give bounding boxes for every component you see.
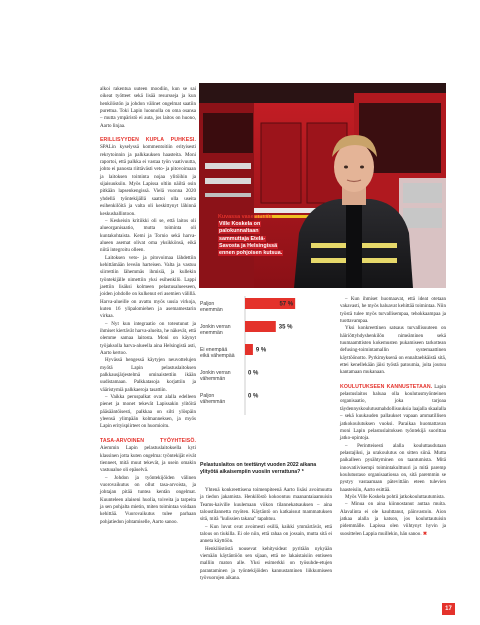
caption-label: Kuvassa vasemmalla <box>218 214 273 220</box>
chart-category-label: Jonkin verran enemmän <box>200 324 231 337</box>
article-column-middle <box>200 487 332 582</box>
chart-value-label: 9 % <box>255 347 267 354</box>
paragraph: – Johdon ja työntekijöiden välinen vuorovaikutus on ollut tasa-arvoista, ja johtajan pitää tuntea kentän ongelmat. Kuunteleen alaiseni huolia, toiveita ja tarpeita ja sen pohjalta mietin, miten toimintaa voidaan kehittää. Vuorovaikutus tulee parhaan pohjatiedon johtamiselle, Aarto sanoo. <box>100 474 196 525</box>
page-number: 17 <box>442 603 455 615</box>
chart-bar <box>245 321 276 332</box>
paragraph: Yhtenä konkreettisena toimenpiteenä Aarto lisäsi avoimuutta ja tiedon jakamista. Henkilöstö kokoontuu maanantaiaamuisin Teams-kaiville kuulemaan viikon tilannekatsauksen – aina taloustilannetta myöten. Käytäntö on katkaissut mammatuksen sitä, mitä "kulissien takana" tapahtuu. <box>200 487 332 523</box>
paragraph: – Vaikka peruspalkat ovat alalla edelleen pienet ja monet tekevät Lapissakin ylitöitä pääsääntöisesti, palkkaa on silti ylöspäin yleensä ylimpään kolmanneksen, ja myös Lapin erityispiirteet on huomioitu. <box>100 394 196 430</box>
chart-value-label: 57 % <box>279 301 294 308</box>
article-column-left <box>100 86 196 526</box>
paragraph-with-heading <box>340 384 446 443</box>
caption-text: Ville Koskela on palokunnaltaan sammuttaja Etelä-Savosta ja Helsingissä ennen pohjoisen kutsua. <box>219 221 283 257</box>
photo-caption <box>218 214 284 257</box>
paragraph <box>340 501 446 538</box>
section-heading: ERILLISYYDEN KUPLA PUHKESI. <box>100 137 196 144</box>
paragraph: Myös Ville Koskela pohtii jatkokouluttautumista. <box>345 493 445 500</box>
paragraph: – Kun luvut ovat avoimesti esillä, kaikki ymmärtävät, että talous on tiukilla. Ei ole niin, että rahaa on jossain, mutta sitä ei anneta käyttöön. <box>200 523 332 545</box>
chart-category-label: Jonkin verran vähemmän <box>200 370 231 383</box>
paragraph: Hyvässä hengessä käytyjen neuvottelujen myötä Lapin pelastuslaitoksen palkkausjärjestelmä ominaistettiin ikään uudistamaan. Palkkatasoja korjattiin ja vääristymiä palkkaeroja tasattiin. <box>100 357 196 393</box>
paragraph: Henkilöstöstä nousevat kehitysideat pyritään nykyään viemään käytäntöön sen sijaan, että ne lakaistaisiin entiseen malliin maton alle. Yksi esimerkki on työsuhde-etujen parantaminen ja työntekijöiden kannustaminen liikkumiseen työvuorojen aikana. <box>200 545 332 582</box>
firefighter-photo <box>199 83 446 288</box>
article-column-right <box>340 296 446 538</box>
photo-illustration <box>199 83 446 288</box>
paragraph: – Keskeisin kritiikki oli se, että laitos oli alueorganisaatio, mutta toiminta oli kuntakohtaista. Kemi ja Tornio sekä harva-alueen asemat olivat oma yksikkönsä, eikä niitä integroitu olleen. <box>100 217 196 254</box>
chart-value-label: 35 % <box>278 324 293 331</box>
overtime-bar-chart <box>200 296 335 416</box>
paragraph: – Kun ihmiset huomaavat, että ideat otetaan vakavasti, he myös haluavat kehittää toimintaa. Niin työstä tulee myös turvallisempaa, tehokkaampaa ja tuottavampaa. <box>340 296 446 325</box>
chart-title: Pelastuslaitos on teettänyt vuoden 2022 aikana ylityötä aikaisempiin vuosiin verrattuna? * <box>200 462 317 475</box>
section-heading: TASA-ARVOINEN TYÖYHTEISÖ. <box>100 437 196 444</box>
paragraph-with-heading <box>100 438 196 475</box>
end-mark-icon: ✖ <box>422 530 428 537</box>
paragraph-text: Aiemmin Lapin pelastuslaitoksella kyti klassinen jotta kuten ongelma: työntekijät eivät tienneet, mitä muut tekevät, ja usein omakin vastuualue oli epäselvä. <box>100 445 196 474</box>
paragraph-text: SPALin kyselyssä kommentoitiin erityisesti rekrytoinnin ja palkkauksen haasteita. Moni raportoi, että palkka ei vastaa työn vaativuutta, johto ei panosta riittävästi veto- ja pitovoimaan ja laitoksen toiminta nojaa ylitöihin ja sijaisuuksiin. Myös Lapissa oltiin näiltä osin pitkään lapsenkengissä. Vielä vuonna 2020 yhdellä työntekijällä saattoi olla useita esihenkilöitä ja valta oli keskittynyt lähinnä keskushallintoon. <box>100 144 196 217</box>
paragraph-text: – Minua on aina kiinnostanut auttaa muita. Alavalinta ei ole kauhttanut, päinvastoin. Aion jatkaa alalla ja katson, jos kouluttautuisin pidemmälle. Lapissa olen viihtynyt hyvin ja suosittelen Lappia muillekin, hän sanoo. <box>340 501 446 537</box>
chart-category-label: Ei enempää eikä vähempää <box>200 347 235 360</box>
paragraph: – Nyt kun integraatio on toteutunut ja ihmiset kiertävät harva-alueita, he näkevät, että olemme samaa laitosta. Moni on käynyt työjaksolla harva-alueella aina Helsingistä asti, Aarto kertoo. <box>100 320 196 357</box>
paragraph: Laitoksen veto- ja pitovoimaa lähdettiin kehittämään leveän harteisen. Valta ja vastuu siirrettiin lähemmäs ihmisiä, ja kullekin työntekijälle nimettiin yksi esihenkilö. Lappi jaettiin lisäksi kolmeen pelastusalueeseen, joiden johdolle on kulkenut eri asemien välillä. Harva-alueille on avattu myös uusia virkoja, kuten 16 ylipalomiehen ja asemamestarin virkaa. <box>100 254 196 320</box>
chart-value-label: 0 % <box>248 370 259 377</box>
chart-category-label: Paljon vähemmän <box>200 393 226 406</box>
chart-category-label: Paljon enemmän <box>200 301 223 314</box>
chart-value-label: 0 % <box>248 393 259 400</box>
paragraph-with-heading <box>100 137 196 218</box>
section-heading: KOULUTUKSEEN KANNUSTETAAN. <box>340 383 433 390</box>
paragraph: – Perintteisesti alalla kouluttaudutaan pelastajiksi, ja urakoulutus on sitten siinä. Mutta paikalleen pysähtyminen on taantumista. Mitä innovatiivisempi toimintakulttuuri ja mitä paremp koulutustaso organisaatiossa on, sitä paremmin se pystyy vastaamaan pätevittäin eteen tulevien haasteisiin, Aarto esittää. <box>340 442 446 493</box>
paragraph: Yksi konkreettinen satsaus turvallisuuteen on häiriöttyhdyshenkilön nimeäminen sekä tuumaamttisten kokemusten pukamiseen tarkottean defusing-toimintamallin systemaattinen käyttöönotto. Pyrkimyksenä on ennaltaehkäistä sitä, ettei kenellekään jäisi työstä patoumia, joita joutuu kantamaan mukanaan. <box>340 325 446 376</box>
chart-bar <box>245 344 253 355</box>
paragraph-text: Lapin pelastuslaitos haluaa olla koulutusmyönteinen organisaatio, joka tarjoaa täydennyskoulutusmahdollisuuksia laajalla skaalalla – sekä kuukauden pallaukset vapaan ammatillisen jatkokoulutuksen vuoksi. Paraikaa huomattavan moni Lapin pelastuslaitoksen työntekijä suorittaa jatko-opintoja. <box>340 383 446 442</box>
paragraph: alkoi rakentua uuteen moodiin, kun se sai oikeat työtteet sekä lisää resursseja ja kun henkilöstön ja johdon välinet ongelmat saatiin purettua. Toki Lapin luonnolla on oma osansa – mutta ympäristö ei auta, jos laitos on huono, Aarto linjaa. <box>100 86 196 129</box>
